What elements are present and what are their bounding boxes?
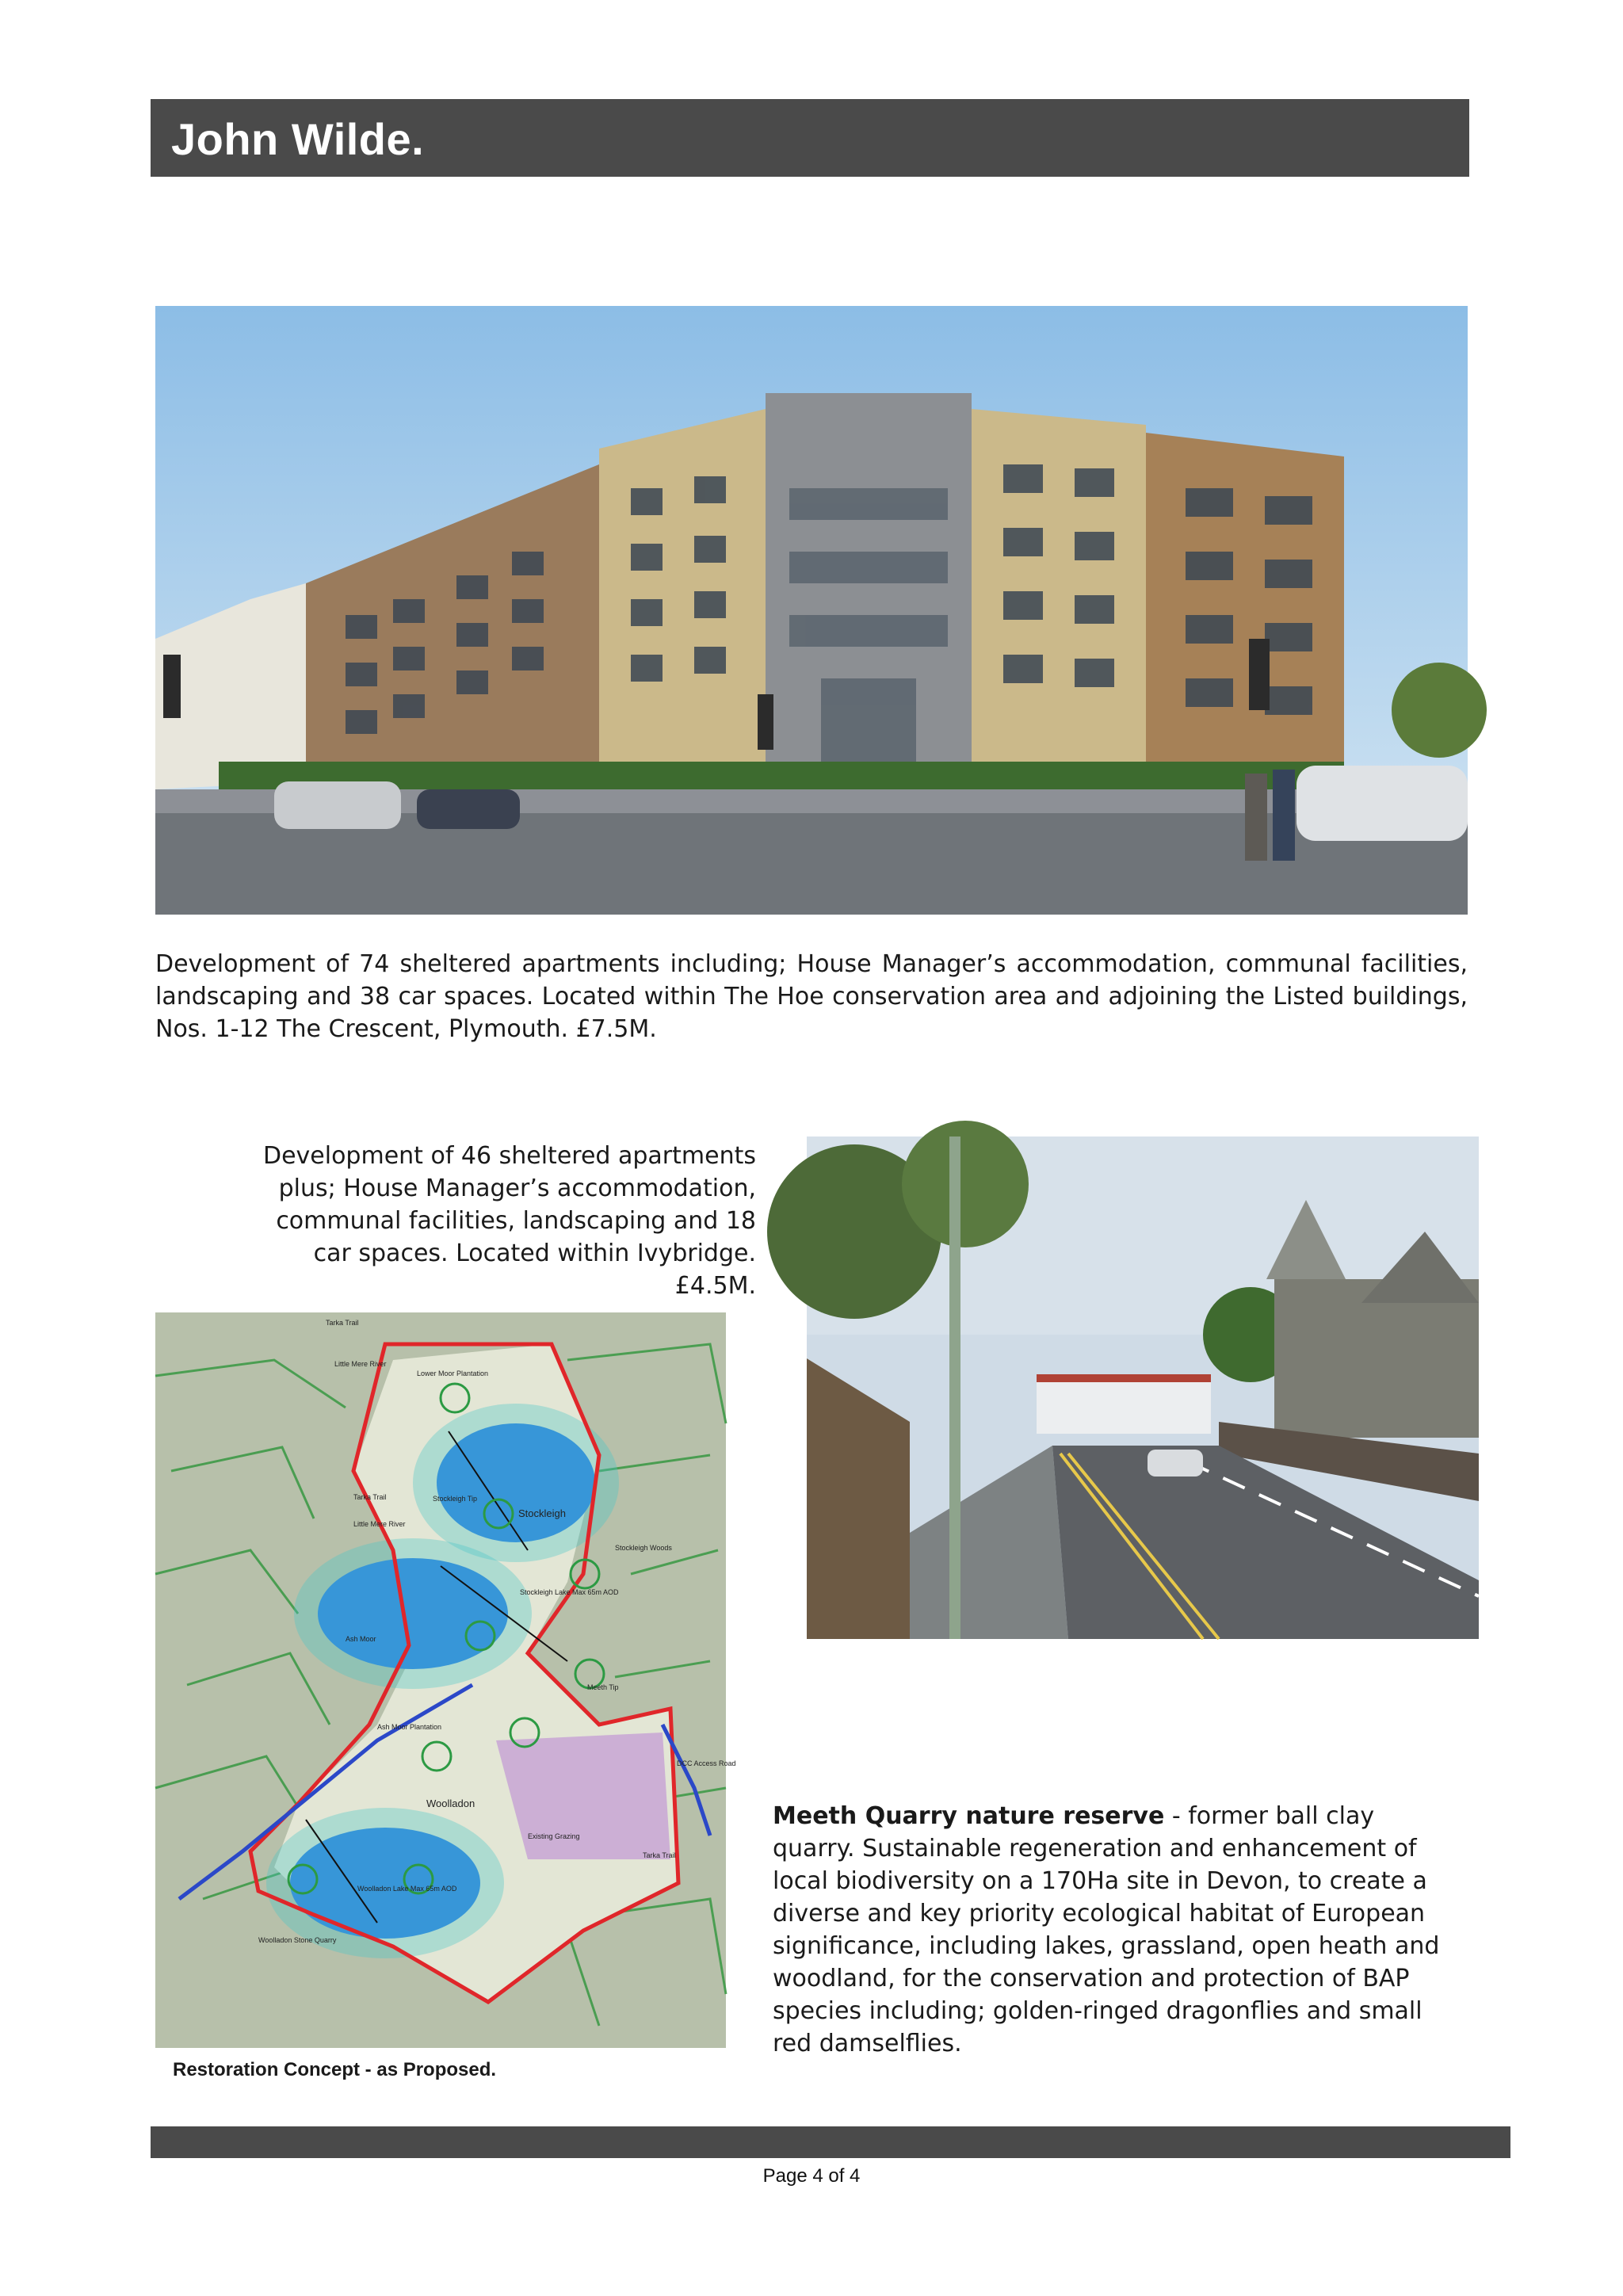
page-title: John Wilde. xyxy=(171,114,425,164)
project-meeth-text: - former ball clay quarry. Sustainable regeneration and enhancement of local biodiversity on a 170Ha site in Devon, to create a diverse and key priority ecological habitat of European significance, including lakes, grassland, open heath and woodland, for the conservation and protection of BAP species including; golden-ringed dragonflies and small red damselflies. xyxy=(773,1802,1440,2057)
map-label: DCC Access Road xyxy=(677,1759,736,1767)
map-label: Stockleigh Lake Max 65m AOD xyxy=(520,1588,619,1596)
map-label: Ash Moor Plantation xyxy=(377,1723,442,1731)
map-label: Stockleigh Tip xyxy=(433,1495,478,1503)
map-label: Meeth Tip xyxy=(587,1683,619,1691)
map-label: Stockleigh xyxy=(518,1507,566,1519)
map-label: Woolladon Lake Max 65m AOD xyxy=(357,1885,457,1893)
map-caption: Restoration Concept - as Proposed. xyxy=(173,2059,497,2080)
project-meeth-title: Meeth Quarry nature reserve xyxy=(773,1802,1165,1830)
map-label: Woolladon Stone Quarry xyxy=(258,1936,337,1944)
map-label: Woolladon xyxy=(426,1797,475,1809)
restoration-concept-map xyxy=(155,1312,736,2048)
project-ivybridge-description: Development of 46 sheltered apartments plus; House Manager’s accommodation, communal facilities, landscaping and 18 car spaces. Located within Ivybridge. £4.5M. xyxy=(262,1142,756,1300)
map-label: Tarka Trail xyxy=(326,1319,359,1327)
map-label: Lower Moor Plantation xyxy=(417,1370,489,1377)
map-label: Existing Grazing xyxy=(528,1832,580,1840)
page-number: Page 4 of 4 xyxy=(762,2165,861,2187)
map-label: Ash Moor xyxy=(346,1635,376,1643)
map-label: Stockleigh Woods xyxy=(615,1544,672,1552)
footer-bar xyxy=(151,2126,1510,2158)
map-label: Tarka Trail xyxy=(353,1493,387,1501)
ivybridge-street-photo xyxy=(807,1137,1479,1639)
map-label: Little Mere River xyxy=(353,1520,406,1528)
project-plymouth-description: Development of 74 sheltered apartments including; House Manager’s accommodation, communal facilities, landscaping and 38 car spaces. Located within The Hoe conservation area and adjoining the Listed buildings, Nos. 1-12 The Crescent, Plymouth. £7.5M. xyxy=(155,950,1468,1043)
header-bar xyxy=(151,99,1469,177)
plymouth-apartments-photo xyxy=(155,306,1468,915)
map-label: Little Mere River xyxy=(334,1360,387,1368)
map-label: Tarka Trail xyxy=(643,1851,676,1859)
project-meeth-description xyxy=(773,1800,1446,2060)
